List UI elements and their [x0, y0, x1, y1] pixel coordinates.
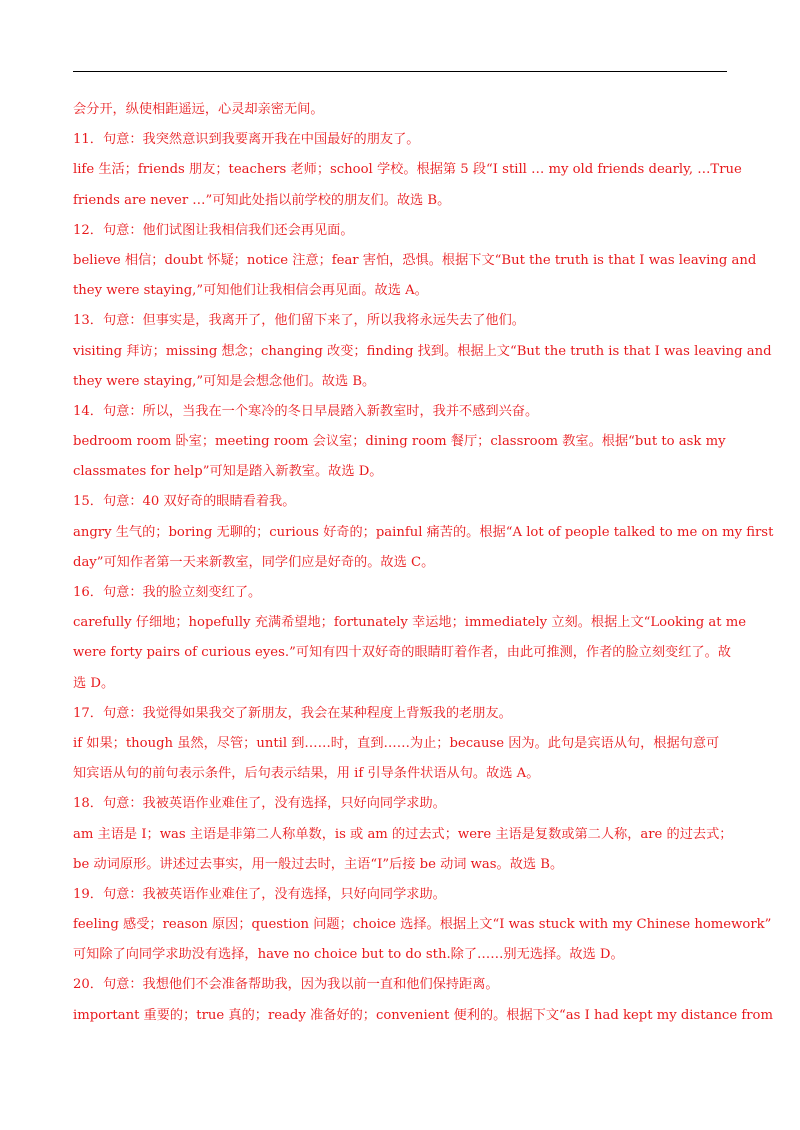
text-line: 选 D。 — [73, 675, 115, 691]
text-line: 19．句意：我被英语作业难住了，没有选择，只好向同学求助。 — [73, 886, 446, 902]
text-line: important 重要的；true 真的；ready 准备好的；convenient 便利的。根据下文“as I had kept my distance from — [73, 1007, 773, 1023]
text-line: 可知除了向同学求助没有选择，have no choice but to do sth.除了……别无选择。故选 D。 — [73, 947, 624, 963]
text-line: 16．句意：我的脸立刻变红了。 — [73, 585, 262, 600]
text-line: feeling 感受；reason 原因；question 问题；choice 选择。根据上文“I was stuck with my Chinese homework” — [73, 917, 772, 933]
text-line: am 主语是 I；was 主语是非第二人称单数，is 或 am 的过去式；were 主语是复数或第二人称，are 的过去式； — [73, 826, 733, 842]
text-line: life 生活；friends 朋友；teachers 老师；school 学校。根据第 5 段“I still … my old friends dearly, …True — [73, 162, 742, 178]
answer-explanations — [73, 95, 774, 1031]
header-rule — [73, 71, 727, 72]
text-line: 会分开，纵使相距遥远，心灵却亲密无间。 — [73, 102, 324, 117]
text-line: 13．句意：但事实是，我离开了，他们留下来了，所以我将永远失去了他们。 — [73, 313, 525, 329]
text-line: visiting 拜访；missing 想念；changing 改变；finding 找到。根据上文“But the truth is that I was leaving and — [73, 343, 772, 359]
text-line: 12．句意：他们试图让我相信我们还会再见面。 — [73, 222, 354, 238]
text-line: believe 相信；doubt 怀疑；notice 注意；fear 害怕，恐惧。根据下文“But the truth is that I was leaving and — [73, 252, 757, 268]
text-line: 17．句意：我觉得如果我交了新朋友，我会在某种程度上背叛我的老朋友。 — [73, 705, 512, 721]
text-line: be 动词原形。讲述过去事实，用一般过去时，主语“I”后接 be 动词 was。故选 B。 — [73, 856, 564, 872]
text-line: 知宾语从句的前句表示条件，后句表示结果，用 if 引导条件状语从句。故选 A。 — [73, 766, 540, 782]
text-line: day”可知作者第一天来新教室，同学们应是好奇的。故选 C。 — [73, 554, 435, 570]
text-line: angry 生气的；boring 无聊的；curious 好奇的；painful 痛苦的。根据“A lot of people talked to me on my first — [73, 524, 774, 540]
text-line: bedroom room 卧室；meeting room 会议室；dining room 餐厅；classroom 教室。根据“but to ask my — [73, 434, 726, 450]
text-line: they were staying,”可知是会想念他们。故选 B。 — [73, 373, 376, 389]
text-line: classmates for help”可知是踏入新教室。故选 D。 — [73, 464, 383, 480]
text-line: 11．句意：我突然意识到我要离开我在中国最好的朋友了。 — [73, 132, 420, 148]
text-line: 18．句意：我被英语作业难住了，没有选择，只好向同学求助。 — [73, 796, 446, 812]
text-line: 15．句意：40 双好奇的眼睛看着我。 — [73, 494, 296, 510]
text-line: 20．句意：我想他们不会准备帮助我，因为我以前一直和他们保持距离。 — [73, 977, 499, 993]
text-line: they were staying,”可知他们让我相信会再见面。故选 A。 — [73, 283, 428, 299]
text-line: friends are never …”可知此处指以前学校的朋友们。故选 B。 — [73, 192, 451, 208]
text-line: if 如果；though 虽然，尽管；until 到……时，直到……为止；because 因为。此句是宾语从句，根据句意可 — [73, 735, 720, 751]
text-line: were forty pairs of curious eyes.”可知有四十双好奇的眼睛盯着作者，由此可推测，作者的脸立刻变红了。故 — [73, 645, 731, 661]
text-line: carefully 仔细地；hopefully 充满希望地；fortunately 幸运地；immediately 立刻。根据上文“Looking at me — [73, 615, 747, 631]
text-line: 14．句意：所以，当我在一个寒冷的冬日早晨踏入新教室时，我并不感到兴奋。 — [73, 403, 539, 419]
